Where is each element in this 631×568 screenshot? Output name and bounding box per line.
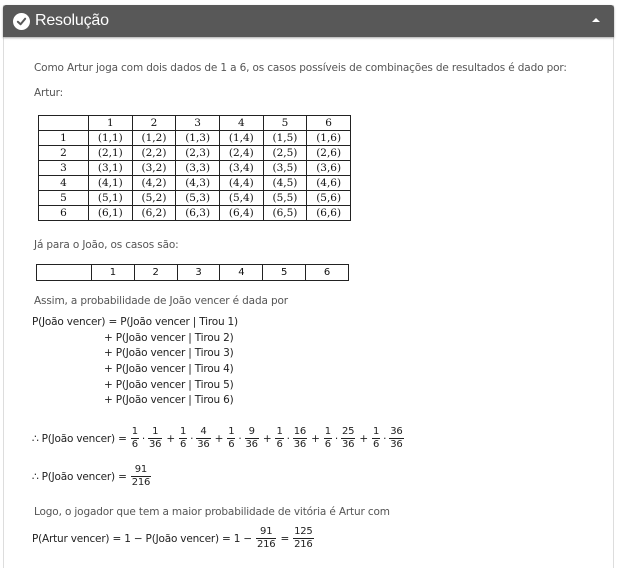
table-cell: (2,5)	[263, 146, 307, 161]
table-cell: (1,5)	[263, 131, 307, 146]
table-cell: (6,1)	[89, 206, 133, 221]
joao-outcomes-table	[36, 264, 349, 281]
panel-title: Resolução	[35, 12, 109, 29]
sum-equation-term: + P(João vencer | Tirou 2)	[104, 332, 234, 344]
fraction: $\frac{1}{6}$	[179, 426, 187, 450]
table-cell: (2,4)	[219, 146, 263, 161]
table-cell: 5	[263, 265, 306, 281]
joao-intro-text: Já para o João, os casos são:	[34, 239, 179, 251]
fraction: $\frac{25}{36}$	[342, 426, 355, 450]
table-cell: 3	[177, 265, 220, 281]
table-header-cell: 6	[307, 116, 351, 131]
table-cell: (4,6)	[307, 176, 351, 191]
table-header-row	[39, 116, 351, 131]
row-label: 1	[39, 131, 89, 146]
table-row	[39, 146, 351, 161]
table-cell: 1	[92, 265, 135, 281]
fraction: $\frac{16}{36}$	[293, 426, 307, 450]
fraction: $\frac{1}{6}$	[372, 426, 380, 450]
table-row	[39, 176, 351, 191]
table-cell: (4,3)	[176, 176, 220, 191]
fraction: $\frac{36}{36}$	[390, 426, 403, 450]
table-cell: (4,4)	[219, 176, 263, 191]
fraction: $\frac{1}{36}$	[149, 426, 162, 450]
resolution-panel-header[interactable]	[3, 5, 614, 37]
table-header-cell: 3	[176, 116, 220, 131]
table-cell: (4,1)	[89, 176, 133, 191]
table-cell: (2,2)	[132, 146, 176, 161]
fraction: $\frac{91}{216}$	[256, 526, 276, 550]
table-cell: (6,2)	[132, 206, 176, 221]
fraction: $\frac{1}{6}$	[131, 426, 138, 450]
table-row	[37, 265, 349, 281]
therefore-lhs: ∴ P(João vencer) =	[32, 432, 127, 445]
table-cell: (1,1)	[89, 131, 133, 146]
sum-equation-line: P(João vencer) = P(João vencer | Tirou 1)	[32, 316, 238, 328]
table-cell: (1,6)	[307, 131, 351, 146]
sum-equation-term: + P(João vencer | Tirou 6)	[104, 394, 234, 406]
artur-label: Artur:	[34, 87, 64, 99]
table-header-cell: 2	[132, 116, 176, 131]
table-cell: (3,6)	[307, 161, 351, 176]
fraction: $\frac{1}{6}$	[228, 426, 235, 450]
table-cell: (3,4)	[219, 161, 263, 176]
row-label: 2	[39, 146, 89, 161]
result-equation	[32, 464, 152, 489]
row-label: 4	[39, 176, 89, 191]
table-cell: (6,5)	[263, 206, 307, 221]
result-lhs: ∴ P(João vencer) =	[32, 470, 127, 483]
table-cell: (3,2)	[132, 161, 176, 176]
final-lhs: P(Artur vencer) = 1 − P(João vencer) = 1 −	[32, 532, 252, 545]
table-cell: (6,4)	[219, 206, 263, 221]
sum-equation-term: + P(João vencer | Tirou 5)	[104, 379, 234, 391]
table-cell: (2,6)	[307, 146, 351, 161]
fraction: $\frac{1}{6}$	[324, 426, 331, 450]
table-cell: (6,3)	[176, 206, 220, 221]
table-cell: (3,1)	[89, 161, 133, 176]
table-cell: 6	[306, 265, 349, 281]
table-row	[39, 161, 351, 176]
table-cell: (3,5)	[263, 161, 307, 176]
sum-equation-term: + P(João vencer | Tirou 4)	[104, 363, 234, 375]
conclusion-text: Logo, o jogador que tem a maior probabilidade de vitória é Artur com	[34, 506, 390, 518]
table-cell: (1,2)	[132, 131, 176, 146]
table-cell	[37, 265, 92, 281]
equals-sign: =	[280, 532, 290, 545]
table-cell: (5,2)	[132, 191, 176, 206]
table-cell: (1,3)	[176, 131, 220, 146]
check-circle-icon	[13, 13, 30, 30]
fraction: $\frac{1}{6}$	[276, 426, 283, 450]
caret-up-icon[interactable]	[592, 18, 600, 22]
table-cell: 2	[134, 265, 177, 281]
row-label: 3	[39, 161, 89, 176]
row-label: 5	[39, 191, 89, 206]
table-cell: (2,1)	[89, 146, 133, 161]
fraction: $\frac{9}{36}$	[245, 426, 258, 450]
table-cell: (3,3)	[176, 161, 220, 176]
table-header-cell: 1	[89, 116, 133, 131]
table-header-cell: 5	[263, 116, 307, 131]
table-cell: (5,3)	[176, 191, 220, 206]
table-row	[39, 191, 351, 206]
table-cell: (4,5)	[263, 176, 307, 191]
table-cell: (2,3)	[176, 146, 220, 161]
table-row	[39, 206, 351, 221]
expansion-equation: ∴ P(João vencer) = $\frac{1}{6}$ · $\frac{1}{36}$ + $\frac{1}{6}$ · $\frac{4}{36}$ + $\frac{1}{6}$ · $\frac{9}{36}$ + $\frac{1}{6}$ · $\frac{16}{36}$ + $\frac{1}{6}$ · $\frac{25}{36}$ + $\frac{1}{6}$ · $\frac{36}{36}$	[32, 426, 403, 450]
fraction: $\frac{125}{216}$	[294, 526, 313, 550]
table-cell: (4,2)	[132, 176, 176, 191]
table-cell: (5,6)	[307, 191, 351, 206]
fraction: $\frac{4}{36}$	[197, 426, 210, 450]
fraction: $\frac{91}{216}$	[131, 464, 151, 488]
probability-intro-text: Assim, a probabilidade de João vencer é dada por	[34, 295, 288, 307]
sum-equation-term: + P(João vencer | Tirou 3)	[104, 347, 234, 359]
intro-text: Como Artur joga com dois dados de 1 a 6, os casos possíveis de combinações de resultados é dado por:	[34, 62, 567, 74]
row-label: 6	[39, 206, 89, 221]
table-cell: (1,4)	[219, 131, 263, 146]
table-cell: (6,6)	[307, 206, 351, 221]
table-cell: 4	[220, 265, 263, 281]
table-cell	[39, 116, 89, 131]
table-header-cell: 4	[219, 116, 263, 131]
final-equation	[32, 526, 315, 551]
table-cell: (5,5)	[263, 191, 307, 206]
table-cell: (5,1)	[89, 191, 133, 206]
table-cell: (5,4)	[219, 191, 263, 206]
artur-outcomes-table	[38, 115, 351, 221]
table-row	[39, 131, 351, 146]
